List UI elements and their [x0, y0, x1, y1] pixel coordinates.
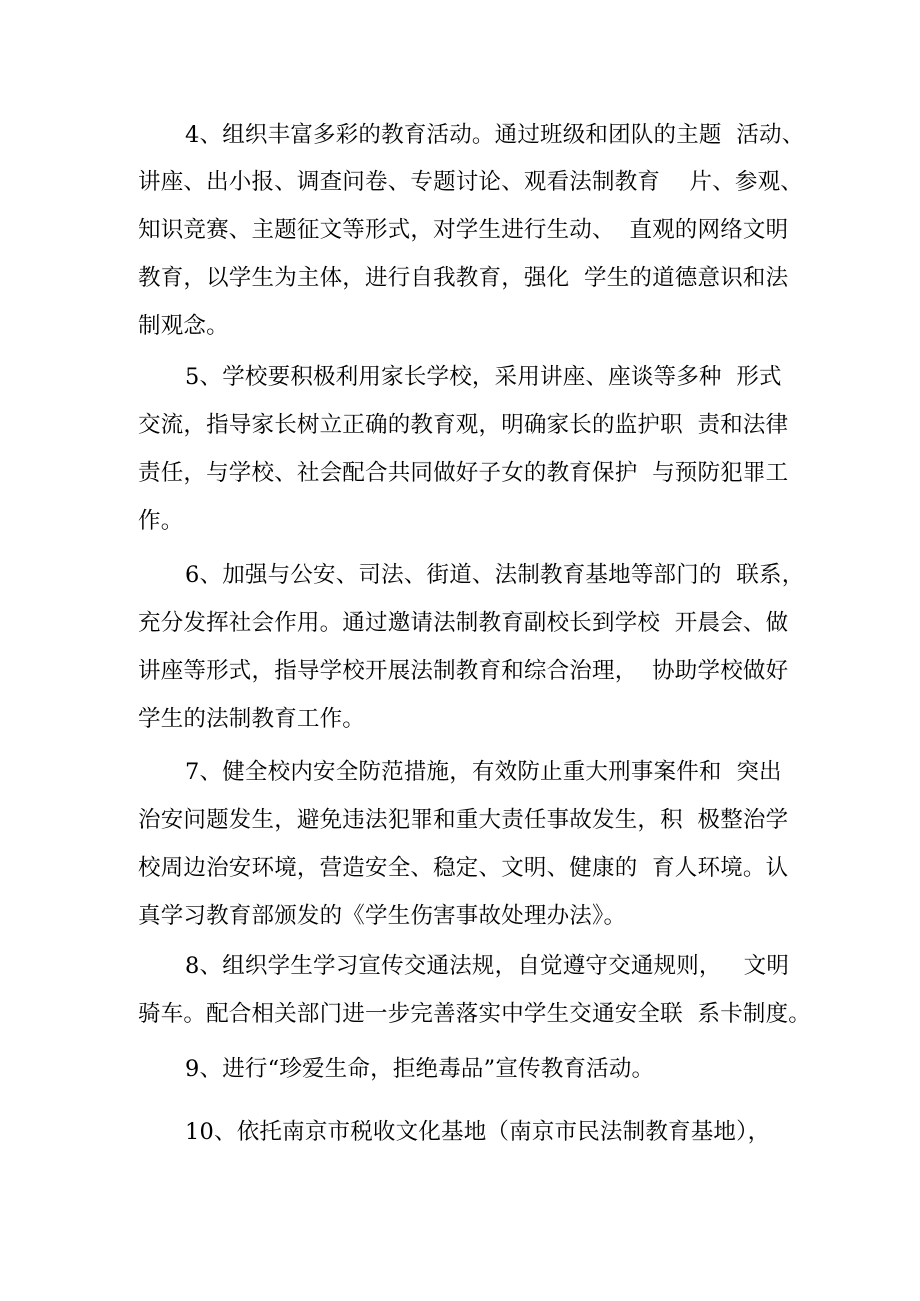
- paragraph-6-line-2: 充分发挥社会作用。通过邀请法制教育副校长到学校 开晨会、做: [138, 610, 789, 636]
- paragraph-4-line-4: 教育，以学生为主体，进行自我教育，强化 学生的道德意识和法: [138, 265, 789, 291]
- paragraph-5-line-2: 交流，指导家长树立正确的教育观，明确家长的监护职 责和法律: [138, 412, 789, 438]
- paragraph-7-line-3: 校周边治安环境，营造安全、稳定、文明、健康的 育人环境。认: [138, 855, 789, 881]
- paragraph-5-line-1: 5、学校要积极利用家长学校，采用讲座、座谈等多种 形式: [185, 364, 782, 390]
- paragraph-7-line-2: 治安问题发生，避免违法犯罪和重大责任事故发生，积 极整治学: [138, 807, 789, 833]
- paragraph-10-line-1: 10、依托南京市税收文化基地（南京市民法制教育基地），: [185, 1119, 771, 1145]
- paragraph-7-line-4: 真学习教育部颁发的《学生伤害事故处理办法》。: [138, 903, 627, 929]
- paragraph-4-line-3: 知识竞赛、主题征文等形式，对学生进行生动、 直观的网络文明: [138, 217, 789, 243]
- paragraph-4-line-1: 4、组织丰富多彩的教育活动。通过班级和团队的主题 活动、: [185, 122, 805, 148]
- paragraph-9-line-1: 9、进行“珍爱生命，拒绝毒品”宣传教育活动。: [185, 1056, 655, 1082]
- paragraph-7-line-1: 7、健全校内安全防范措施，有效防止重大刑事案件和 突出: [185, 759, 782, 785]
- paragraph-4-line-2: 讲座、出小报、调查问卷、专题讨论、观看法制教育 片、参观、: [138, 169, 804, 195]
- paragraph-8-line-1: 8、组织学生学习宣传交通法规，自觉遵守交通规则， 文明: [185, 953, 790, 979]
- paragraph-4-line-5: 制观念。: [138, 313, 229, 339]
- paragraph-6-line-3: 讲座等形式，指导学校开展法制教育和综合治理， 协助学校做好: [138, 658, 789, 684]
- paragraph-6-line-4: 学生的法制教育工作。: [138, 706, 366, 732]
- paragraph-8-line-2: 骑车。配合相关部门进一步完善落实中学生交通安全联 系卡制度。: [138, 1001, 812, 1027]
- paragraph-6-line-1: 6、加强与公安、司法、街道、法制教育基地等部门的 联系，: [185, 562, 805, 588]
- paragraph-5-line-4: 作。: [138, 508, 184, 534]
- paragraph-5-line-3: 责任，与学校、社会配合共同做好子女的教育保护 与预防犯罪工: [138, 460, 789, 486]
